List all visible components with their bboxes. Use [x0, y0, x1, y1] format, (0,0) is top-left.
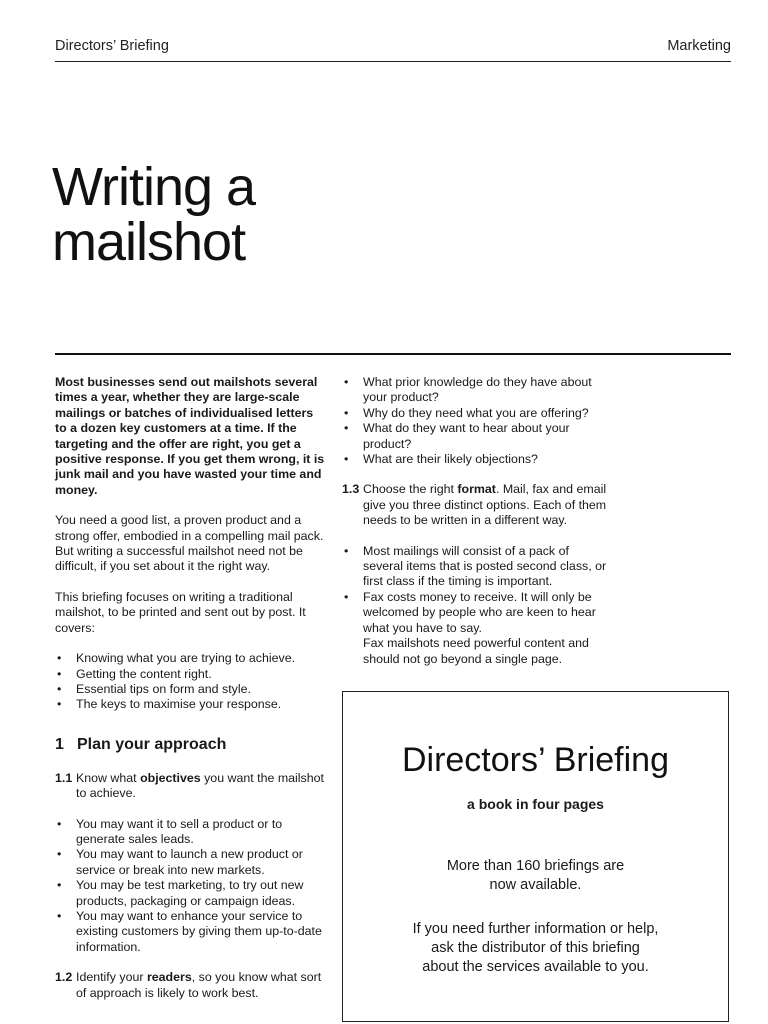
format-list [342, 544, 612, 667]
list-item-continuation: Fax mailshots need powerful content and should not go beyond a single page. [363, 636, 589, 666]
page-title [52, 157, 256, 272]
running-header-right: Marketing [667, 38, 731, 54]
promo-box [342, 691, 729, 1022]
numbered-item-1-2 [55, 970, 325, 1001]
list-item: • Most mailings will consist of a pack of several items that is posted second class, or first class if the timing is important. [342, 544, 612, 590]
list-item: • What are their likely objections? [342, 452, 612, 467]
intro-paragraph: Most businesses send out mailshots several times a year, whether they are large-scale mailings or batches of individualised letters to a dozen key customers at a time. If the targeting and the offer are right, you get a positive response. If you get them wrong, it is junk mail and you have wasted your time and money. [55, 375, 325, 497]
item-keyword: objectives [140, 770, 201, 785]
promo-help [343, 920, 728, 977]
page-title-line2: mailshot [52, 212, 246, 272]
promo-title: Directors’ Briefing [401, 741, 670, 779]
paragraph-briefing-focus: This briefing focuses on writing a traditional mailshot, to be printed and sent out by post. It covers: [55, 589, 306, 635]
list-item [342, 590, 612, 667]
item-keyword: format [457, 482, 496, 497]
list-item: • Essential tips on form and style. [55, 682, 325, 697]
middle-column [342, 375, 612, 667]
item-text: Choose the right [363, 482, 458, 497]
list-item: • You may want to enhance your service to existing customers by giving them up-to-date information. [55, 909, 325, 955]
list-item: • You may want to launch a new product or service or break into new markets. [55, 847, 325, 878]
item-text: Know what [76, 770, 141, 785]
list-item-text: Fax costs money to receive. It will only be welcomed by people who are keen to hear what you have to say. [363, 589, 596, 635]
promo-line: now available. [489, 877, 582, 893]
covers-list [55, 651, 325, 713]
numbered-item-1-3 [342, 482, 612, 528]
running-header-left: Directors’ Briefing [55, 38, 169, 54]
promo-line: More than 160 briefings are [446, 858, 625, 874]
item-number: 1.1 [55, 770, 73, 785]
numbered-item-1-1 [55, 771, 325, 802]
item-text: Identify your [76, 970, 147, 985]
promo-line: If you need further information or help, [412, 921, 659, 937]
item-text: , so you know what sort of approach is likely to work best. [76, 970, 322, 1000]
page-title-line1: Writing a [52, 157, 256, 217]
promo-subtitle: a book in four pages [467, 796, 604, 812]
section-number: 1 [55, 735, 64, 753]
list-item: • Getting the content right. [55, 667, 325, 682]
section-title: Plan your approach [77, 735, 227, 753]
header-divider [55, 61, 731, 62]
promo-line: ask the distributor of this briefing [431, 940, 640, 956]
list-item: • You may be test marketing, to try out new products, packaging or campaign ideas. [55, 878, 325, 909]
list-item: • What prior knowledge do they have about your product? [342, 375, 612, 406]
paragraph-list-product-offer: You need a good list, a proven product and a strong offer, embodied in a compelling mail pack. But writing a successful mailshot need not be difficult, if you set about it the right way. [55, 513, 324, 574]
left-column [55, 375, 325, 1001]
reader-questions-list [342, 375, 612, 467]
promo-line: about the services available to you. [422, 959, 649, 975]
objectives-list [55, 817, 325, 956]
item-number: 1.3 [342, 482, 360, 497]
list-item: • What do they want to hear about your product? [342, 421, 612, 452]
list-item: • Knowing what you are trying to achieve. [55, 651, 325, 666]
promo-availability [343, 857, 728, 895]
item-keyword: readers [146, 970, 192, 985]
item-number: 1.2 [55, 970, 73, 985]
title-divider [55, 353, 731, 355]
item-text: you want the mailshot to achieve. [76, 770, 324, 801]
section-heading [55, 735, 325, 755]
list-item: • You may want it to sell a product or to generate sales leads. [55, 817, 325, 848]
list-item: • The keys to maximise your response. [55, 697, 325, 712]
list-item: • Why do they need what you are offering? [342, 406, 612, 421]
item-text: . Mail, fax and email give you three distinct options. Each of them needs to be written in a different way. [363, 482, 607, 528]
